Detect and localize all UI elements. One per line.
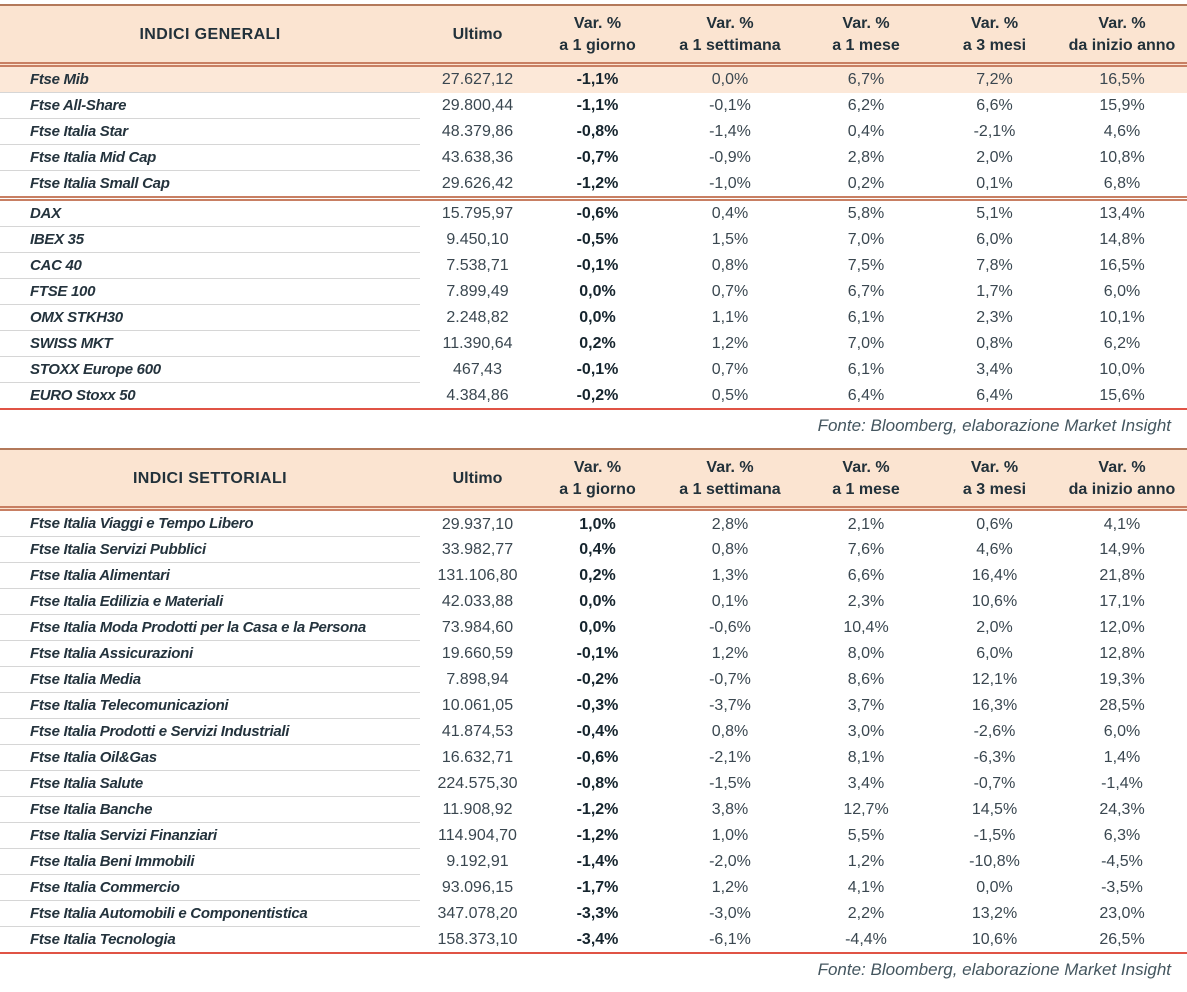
value-ultimo: 41.874,53 (441, 723, 514, 741)
value-var-inizio-anno: 10,8% (1099, 149, 1145, 167)
value-var-1-giorno: -0,6% (576, 749, 619, 767)
value-var-1-settimana: 0,0% (660, 65, 800, 93)
value-var-1-giorno: 0,0% (579, 593, 616, 611)
col-header-var-1-mese (800, 5, 932, 65)
value-var-1-settimana: 0,7% (711, 361, 749, 379)
value-var-1-giorno: 0,0% (579, 619, 616, 637)
col-header-var-1-giorno (535, 5, 660, 65)
index-name: Ftse Italia Telecomunicazioni (0, 693, 420, 719)
value-var-inizio-anno: 1,4% (1103, 749, 1141, 767)
index-row (0, 927, 1187, 954)
value-var-3-mesi: -1,5% (973, 827, 1016, 845)
index-row (0, 305, 1187, 331)
value-var-1-giorno: -1,2% (576, 801, 619, 819)
value-var-3-mesi: 4,6% (976, 541, 1013, 559)
index-row (0, 641, 1187, 667)
index-row (0, 383, 1187, 410)
index-row (0, 771, 1187, 797)
value-ultimo: 93.096,15 (441, 879, 514, 897)
value-var-3-mesi: 16,3% (971, 697, 1018, 715)
value-var-1-giorno: -1,2% (576, 174, 619, 192)
col-header-line1: Var. % (706, 15, 754, 32)
value-var-1-mese: 6,1% (847, 309, 885, 327)
col-header-line1: Var. % (706, 459, 754, 477)
index-name: Ftse Italia Salute (0, 771, 420, 797)
value-var-1-settimana: -1,5% (709, 775, 751, 793)
value-var-1-mese: 5,8% (800, 199, 932, 227)
value-var-1-settimana: 0,5% (660, 383, 800, 410)
value-ultimo: 15.795,97 (420, 199, 535, 227)
value-var-inizio-anno: 24,3% (1099, 801, 1145, 819)
col-header-line1: Var. % (842, 459, 890, 477)
value-var-1-giorno: -1,1% (576, 97, 619, 115)
value-var-1-settimana: 3,8% (711, 801, 749, 819)
value-var-3-mesi: 7,8% (976, 257, 1013, 275)
value-var-1-giorno: -0,7% (576, 149, 619, 167)
value-var-3-mesi: -2,6% (973, 723, 1016, 741)
table-body (0, 65, 1187, 410)
value-var-3-mesi: 6,6% (976, 97, 1013, 115)
value-var-inizio-anno: 23,0% (1099, 905, 1145, 923)
index-row (0, 823, 1187, 849)
value-var-inizio-anno: 16,5% (1057, 65, 1187, 93)
index-row (0, 253, 1187, 279)
value-var-1-settimana: 1,5% (711, 231, 749, 249)
value-var-1-giorno: -1,4% (576, 853, 619, 871)
col-header-line2: a 3 mesi (962, 36, 1027, 54)
value-var-1-mese: 6,2% (847, 97, 885, 115)
col-header-line2: a 1 settimana (679, 480, 781, 498)
value-ultimo: 29.937,10 (441, 515, 514, 533)
index-name: CAC 40 (0, 253, 420, 279)
col-header-ultimo: Ultimo (420, 449, 535, 509)
index-row (0, 145, 1187, 171)
index-row (0, 849, 1187, 875)
index-name: Ftse Italia Tecnologia (0, 927, 420, 954)
value-var-3-mesi: -6,3% (973, 749, 1016, 767)
value-var-3-mesi: 14,5% (971, 801, 1018, 819)
value-var-1-mese: 2,2% (847, 905, 885, 923)
value-var-1-mese: 10,4% (843, 619, 889, 637)
col-header-line2: a 1 giorno (559, 480, 636, 498)
value-ultimo: 7.899,49 (446, 283, 509, 301)
general-indices-section (0, 4, 1187, 448)
value-var-1-mese: 3,0% (847, 723, 885, 741)
index-name: Ftse Italia Star (0, 119, 420, 145)
value-var-1-settimana: -6,1% (660, 927, 800, 954)
value-var-1-settimana: 0,1% (711, 593, 749, 611)
col-header-line2: a 3 mesi (962, 480, 1027, 498)
index-name: Ftse Italia Servizi Pubblici (0, 537, 420, 563)
value-var-inizio-anno: 26,5% (1057, 927, 1187, 954)
value-var-1-settimana: -2,0% (709, 853, 751, 871)
value-var-1-settimana: -2,1% (709, 749, 751, 767)
value-var-inizio-anno: 16,5% (1099, 257, 1145, 275)
value-var-3-mesi: 6,0% (976, 645, 1013, 663)
value-var-1-settimana: 2,8% (711, 515, 749, 533)
value-var-1-mese: 7,0% (847, 231, 885, 249)
index-name: Ftse Italia Oil&Gas (0, 745, 420, 771)
sector-indices-section (0, 448, 1187, 992)
value-var-inizio-anno: 15,6% (1057, 383, 1187, 410)
value-var-1-giorno: -1,1% (535, 65, 660, 93)
value-var-inizio-anno: 6,0% (1103, 723, 1141, 741)
col-header-line1: Var. % (573, 15, 622, 32)
index-row (0, 615, 1187, 641)
value-ultimo: 11.390,64 (442, 335, 513, 353)
value-var-1-settimana: -0,1% (709, 97, 751, 115)
index-name: Ftse Italia Alimentari (0, 563, 420, 589)
index-row (0, 93, 1187, 119)
index-row (0, 875, 1187, 901)
value-var-1-settimana: 0,7% (711, 283, 749, 301)
value-var-1-giorno: -0,2% (576, 671, 619, 689)
value-var-inizio-anno: 15,9% (1099, 97, 1145, 115)
index-name: IBEX 35 (0, 227, 420, 253)
index-row (0, 119, 1187, 145)
value-var-1-settimana: -3,0% (709, 905, 751, 923)
index-name: Ftse All-Share (0, 93, 420, 119)
value-var-3-mesi: 13,2% (971, 905, 1018, 923)
index-row (0, 667, 1187, 693)
value-ultimo: 9.192,91 (446, 853, 509, 871)
value-var-1-settimana: 1,2% (711, 645, 749, 663)
value-var-3-mesi: -0,7% (973, 775, 1016, 793)
value-var-inizio-anno: 28,5% (1099, 697, 1145, 715)
value-ultimo: 131.106,80 (437, 567, 518, 585)
value-var-1-settimana: 1,2% (711, 335, 749, 353)
index-row (0, 589, 1187, 615)
value-ultimo: 29.626,42 (441, 174, 514, 192)
value-var-1-mese: 6,7% (847, 283, 885, 301)
value-var-3-mesi: 0,1% (976, 174, 1013, 192)
value-var-inizio-anno: 10,1% (1099, 309, 1145, 327)
value-var-3-mesi: 0,8% (976, 335, 1013, 353)
value-ultimo: 16.632,71 (441, 749, 514, 767)
value-var-3-mesi: 2,0% (976, 149, 1013, 167)
value-ultimo: 27.627,12 (420, 65, 535, 93)
index-row (0, 537, 1187, 563)
value-var-1-mese: 6,1% (847, 361, 885, 379)
value-var-1-settimana: 1,0% (711, 827, 749, 845)
index-name: STOXX Europe 600 (0, 357, 420, 383)
index-name: Ftse Italia Servizi Finanziari (0, 823, 420, 849)
index-row (0, 199, 1187, 227)
general-indices-table (0, 4, 1187, 410)
value-var-1-mese: 6,6% (847, 567, 885, 585)
col-header-line1: Var. % (1098, 15, 1146, 32)
value-var-inizio-anno: 14,9% (1099, 541, 1145, 559)
value-var-3-mesi: 1,7% (976, 283, 1013, 301)
index-row (0, 901, 1187, 927)
index-row (0, 357, 1187, 383)
value-var-3-mesi: 6,4% (932, 383, 1057, 410)
value-ultimo: 467,43 (453, 361, 502, 379)
index-name: Ftse Italia Edilizia e Materiali (0, 589, 420, 615)
value-var-1-giorno: -0,8% (576, 775, 619, 793)
index-name: Ftse Italia Beni Immobili (0, 849, 420, 875)
value-ultimo: 43.638,36 (441, 149, 514, 167)
value-var-1-giorno: -0,1% (576, 361, 619, 379)
value-var-1-mese: 2,8% (847, 149, 885, 167)
value-var-1-settimana: 1,3% (711, 567, 749, 585)
value-var-1-mese: 6,7% (800, 65, 932, 93)
value-var-1-mese: 2,3% (847, 593, 885, 611)
value-ultimo: 29.800,44 (441, 97, 514, 115)
value-var-1-settimana: -0,7% (709, 671, 751, 689)
value-ultimo: 158.373,10 (420, 927, 535, 954)
index-row (0, 745, 1187, 771)
value-var-1-settimana: -1,0% (709, 174, 751, 192)
col-header-line1: Var. % (970, 15, 1019, 32)
value-var-3-mesi: -10,8% (969, 853, 1020, 871)
index-name: DAX (0, 199, 420, 227)
value-var-3-mesi: 2,0% (976, 619, 1013, 637)
value-var-inizio-anno: 6,8% (1103, 174, 1141, 192)
value-var-1-mese: 5,5% (847, 827, 885, 845)
value-var-3-mesi: 2,3% (976, 309, 1013, 327)
value-var-1-mese: -4,4% (800, 927, 932, 954)
index-row (0, 563, 1187, 589)
index-name: EURO Stoxx 50 (0, 383, 420, 410)
value-var-1-settimana: -1,4% (709, 123, 751, 141)
col-header-line1: Var. % (970, 459, 1019, 477)
value-var-3-mesi: 5,1% (932, 199, 1057, 227)
value-var-1-mese: 6,4% (800, 383, 932, 410)
value-var-1-mese: 8,6% (847, 671, 885, 689)
col-header-line2: a 1 giorno (559, 36, 636, 54)
value-var-1-giorno: 0,2% (579, 335, 616, 353)
value-var-1-mese: 3,4% (847, 775, 885, 793)
col-header-line1: Var. % (573, 459, 622, 477)
value-ultimo: 224.575,30 (437, 775, 518, 793)
index-row (0, 331, 1187, 357)
value-var-inizio-anno: 12,0% (1099, 619, 1145, 637)
value-var-1-giorno: 1,0% (579, 515, 616, 533)
value-var-1-giorno: 0,0% (579, 283, 616, 301)
value-var-inizio-anno: 12,8% (1099, 645, 1145, 663)
value-var-1-giorno: -0,1% (576, 645, 619, 663)
index-row (0, 171, 1187, 199)
value-var-inizio-anno: 19,3% (1099, 671, 1145, 689)
value-var-1-giorno: -0,3% (576, 697, 619, 715)
index-name: Ftse Italia Assicurazioni (0, 641, 420, 667)
value-ultimo: 4.384,86 (420, 383, 535, 410)
value-var-3-mesi: 10,6% (971, 593, 1018, 611)
col-header-var-1-mese (800, 449, 932, 509)
value-var-inizio-anno: 6,3% (1103, 827, 1141, 845)
index-name: Ftse Italia Automobili e Componentistica (0, 901, 420, 927)
value-var-1-settimana: -0,6% (709, 619, 751, 637)
value-ultimo: 9.450,10 (446, 231, 509, 249)
index-name: SWISS MKT (0, 331, 420, 357)
value-var-1-settimana: -0,9% (709, 149, 751, 167)
value-var-inizio-anno: 17,1% (1099, 593, 1145, 611)
value-var-1-giorno: -3,3% (576, 905, 619, 923)
index-name: Ftse Italia Moda Prodotti per la Casa e la Persona (0, 615, 420, 641)
value-var-1-giorno: -1,7% (576, 879, 619, 897)
value-var-3-mesi: 6,0% (976, 231, 1013, 249)
index-name: Ftse Italia Small Cap (30, 175, 170, 193)
value-var-inizio-anno: 4,6% (1103, 123, 1141, 141)
value-var-3-mesi: 0,0% (976, 879, 1013, 897)
value-var-1-giorno: -0,8% (576, 123, 619, 141)
col-header-var-inizio-anno (1057, 5, 1187, 65)
index-row (0, 719, 1187, 745)
index-row (0, 65, 1187, 93)
value-ultimo: 347.078,20 (437, 905, 518, 923)
value-var-1-mese: 12,7% (843, 801, 889, 819)
index-name: Ftse Italia Banche (0, 797, 420, 823)
value-var-inizio-anno: 21,8% (1099, 567, 1145, 585)
value-var-1-settimana: -3,7% (709, 697, 751, 715)
value-var-3-mesi: 16,4% (971, 567, 1018, 585)
value-ultimo: 10.061,05 (441, 697, 514, 715)
value-var-1-giorno: -0,1% (576, 257, 619, 275)
index-name: Ftse Italia Mid Cap (0, 145, 420, 171)
col-header-var-1-settimana (660, 5, 800, 65)
index-name: Ftse Italia Viaggi e Tempo Libero (0, 509, 420, 537)
value-var-1-mese: 8,0% (847, 645, 885, 663)
col-header-line2: da inizio anno (1068, 36, 1176, 54)
col-header-line2: a 1 mese (832, 36, 900, 54)
value-var-1-mese: 2,1% (847, 515, 885, 533)
value-var-inizio-anno: 4,1% (1103, 515, 1141, 533)
col-header-var-1-giorno (535, 449, 660, 509)
index-row (0, 279, 1187, 305)
table-title: INDICI SETTORIALI (0, 449, 420, 509)
value-var-1-giorno: -0,6% (535, 199, 660, 227)
value-var-1-giorno: 0,2% (579, 567, 616, 585)
value-var-1-mese: 3,7% (847, 697, 885, 715)
value-var-1-mese: 4,1% (847, 879, 885, 897)
value-var-3-mesi: 3,4% (976, 361, 1013, 379)
col-header-var-3-mesi (932, 449, 1057, 509)
col-header-line2: a 1 settimana (679, 36, 781, 54)
value-var-inizio-anno: -1,4% (1101, 775, 1143, 793)
index-row (0, 227, 1187, 253)
header-row (0, 449, 1187, 509)
col-header-var-1-settimana (660, 449, 800, 509)
value-var-inizio-anno: -3,5% (1101, 879, 1143, 897)
value-var-inizio-anno: 14,8% (1099, 231, 1145, 249)
index-name: Ftse Italia Prodotti e Servizi Industriali (0, 719, 420, 745)
value-var-1-giorno: -0,4% (576, 723, 619, 741)
value-var-1-giorno: 0,4% (579, 541, 616, 559)
value-var-3-mesi: 12,1% (971, 671, 1018, 689)
value-var-1-mese: 7,5% (847, 257, 885, 275)
value-var-3-mesi: -2,1% (973, 123, 1016, 141)
value-var-1-settimana: 1,2% (711, 879, 749, 897)
value-ultimo: 33.982,77 (441, 541, 514, 559)
value-var-inizio-anno: 6,0% (1103, 283, 1141, 301)
index-name: FTSE 100 (0, 279, 420, 305)
value-var-1-mese: 1,2% (847, 853, 885, 871)
col-header-line1: Var. % (1098, 459, 1146, 477)
value-var-1-mese: 0,2% (847, 174, 885, 192)
value-ultimo: 7.898,94 (446, 671, 509, 689)
header-row (0, 5, 1187, 65)
value-ultimo: 42.033,88 (441, 593, 514, 611)
value-var-1-settimana: 0,8% (711, 257, 749, 275)
value-var-1-giorno: -0,5% (576, 231, 619, 249)
source-note: Fonte: Bloomberg, elaborazione Market Insight (817, 416, 1171, 436)
index-row (0, 797, 1187, 823)
value-var-3-mesi: 7,2% (932, 65, 1057, 93)
value-var-inizio-anno: -4,5% (1101, 853, 1143, 871)
col-header-line1: Var. % (842, 15, 890, 32)
col-header-line2: da inizio anno (1068, 480, 1176, 498)
index-row (0, 693, 1187, 719)
index-name: Ftse Mib (0, 65, 420, 93)
value-ultimo: 73.984,60 (441, 619, 514, 637)
value-var-1-giorno: -0,2% (535, 383, 660, 410)
value-var-1-settimana: 1,1% (711, 309, 749, 327)
value-var-1-mese: 0,4% (847, 123, 885, 141)
value-var-1-giorno: 0,0% (579, 309, 616, 327)
index-name: Ftse Italia Media (0, 667, 420, 693)
col-header-var-inizio-anno (1057, 449, 1187, 509)
value-var-1-mese: 7,0% (847, 335, 885, 353)
value-var-1-mese: 8,1% (847, 749, 885, 767)
col-header-var-3-mesi (932, 5, 1057, 65)
value-ultimo: 114.904,70 (438, 827, 517, 845)
value-ultimo: 19.660,59 (441, 645, 514, 663)
value-var-1-settimana: 0,8% (711, 723, 749, 741)
value-var-1-mese: 7,6% (847, 541, 885, 559)
value-ultimo: 48.379,86 (441, 123, 514, 141)
value-var-1-giorno: -3,4% (535, 927, 660, 954)
value-var-1-settimana: 0,4% (660, 199, 800, 227)
col-header-line2: a 1 mese (832, 480, 900, 498)
value-var-inizio-anno: 13,4% (1057, 199, 1187, 227)
index-name: Ftse Italia Commercio (0, 875, 420, 901)
value-var-inizio-anno: 6,2% (1103, 335, 1141, 353)
value-ultimo: 2.248,82 (446, 309, 509, 327)
value-var-1-settimana: 0,8% (711, 541, 749, 559)
value-var-1-giorno: -1,2% (576, 827, 619, 845)
value-var-inizio-anno: 10,0% (1099, 361, 1145, 379)
value-ultimo: 7.538,71 (446, 257, 509, 275)
index-name: OMX STKH30 (0, 305, 420, 331)
table-body (0, 509, 1187, 954)
value-ultimo: 11.908,92 (442, 801, 513, 819)
value-var-3-mesi: 0,6% (976, 515, 1013, 533)
sector-indices-table (0, 448, 1187, 954)
value-var-3-mesi: 10,6% (932, 927, 1057, 954)
index-row (0, 509, 1187, 537)
source-note: Fonte: Bloomberg, elaborazione Market Insight (817, 960, 1171, 980)
table-title: INDICI GENERALI (0, 5, 420, 65)
col-header-ultimo: Ultimo (420, 5, 535, 65)
